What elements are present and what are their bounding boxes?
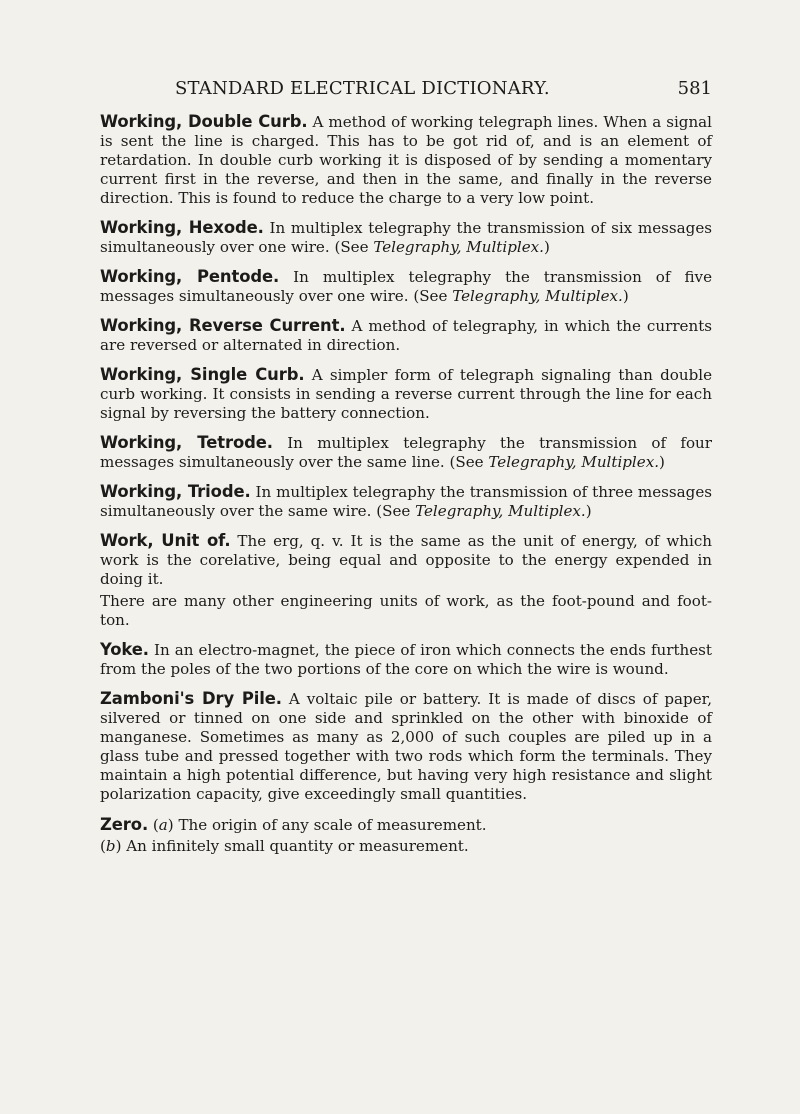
entry-text: The erg, q. v. It is the same as the unit of energy, of which work is the corelative, being equal and opposite to the energy expended in doing it.: [100, 532, 712, 588]
entry-term: Zero.: [100, 815, 149, 834]
entry-text: In multiplex telegraphy the transmission of five messages simultaneously over one wire. (See: [100, 268, 712, 305]
sense-text: The origin of any scale of measurement.: [173, 816, 487, 834]
entry-term: Working, Reverse Current.: [100, 316, 346, 335]
entry-tail: ): [543, 238, 550, 256]
entry-tail: ): [622, 287, 629, 305]
entry-text: A method of working telegraph lines. When a signal is sent the line is charged. This has to be got rid of, and is an element of retardation. In double curb working it is disposed of by sending a momentary current first in the reverse, and then in the same, and finally in the reverse direction. This is found to reduce the charge to a very low point.: [100, 113, 713, 207]
entry-working-pentode: [100, 267, 712, 306]
cross-reference: Telegraphy, Multiplex.: [452, 287, 623, 305]
zero-sense-b: (b) An infinitely small quantity or measurement.: [100, 837, 469, 855]
entry-working-single-curb: [100, 365, 712, 423]
entry-text: A method of telegraphy, in which the currents are reversed or alternated in direction.: [100, 317, 713, 354]
page-number: 581: [677, 78, 712, 99]
entry-term: Working, Triode.: [100, 482, 251, 501]
entry-working-tetrode: [100, 433, 712, 472]
cross-reference: Telegraphy, Multiplex.: [415, 502, 586, 520]
entry-text: There are many other engineering units of work, as the foot-pound and foot-ton.: [100, 592, 712, 629]
entry-text: A simpler form of telegraph signaling than double curb working. It consists in sending a reverse current through the line for each signal by reversing the battery connection.: [100, 366, 712, 422]
entry-continuation: [100, 592, 712, 630]
running-head: STANDARD ELECTRICAL DICTIONARY.: [175, 78, 550, 99]
entry-term: Working, Single Curb.: [100, 365, 305, 384]
entry-term: Working, Hexode.: [100, 218, 264, 237]
entry-working-reverse-current: [100, 316, 712, 355]
entry-term: Work, Unit of.: [100, 531, 231, 550]
sense-label: a: [158, 816, 168, 834]
sense-text: An infinitely small quantity or measurement.: [121, 837, 469, 855]
zero-sense-a: Zero. (a) The origin of any scale of measurement.: [100, 815, 487, 834]
entry-term: Zamboni's Dry Pile.: [100, 689, 282, 708]
cross-reference: Telegraphy, Multiplex.: [488, 453, 659, 471]
sense-label: b: [105, 837, 116, 855]
entry-term: Yoke.: [100, 640, 149, 659]
entry-zambonis-dry-pile: [100, 689, 712, 804]
dictionary-page: [100, 78, 712, 857]
entry-tail: ): [659, 453, 665, 471]
entry-term: Working, Double Curb.: [100, 112, 308, 131]
entry-text: In multiplex telegraphy the transmission of three messages simultaneously over the same wire. (See: [100, 483, 712, 520]
cross-reference: Telegraphy, Multiplex.: [373, 238, 544, 256]
entry-term: Working, Tetrode.: [100, 433, 273, 452]
entry-working-double-curb: [100, 112, 712, 208]
page-header: [100, 78, 712, 106]
entry-text: A voltaic pile or battery. It is made of discs of paper, silvered or tinned on one side and sprinkled on the other with binoxide of manganese. Sometimes as many as 2,000 of such couples are piled up in a glass tube and pressed together with two rods which form the terminals. They maintain a high potential difference, but having very high resistance and slight polarization capacity, give exceedingly small quantities.: [100, 690, 712, 803]
entry-working-triode: [100, 482, 712, 521]
entry-text: In multiplex telegraphy the transmission of six messages simultaneously over one wire. (See: [100, 219, 712, 256]
entry-work-unit-of: [100, 531, 712, 589]
entry-zero: [100, 814, 712, 857]
entry-term: Working, Pentode.: [100, 267, 280, 286]
entry-working-hexode: [100, 218, 712, 257]
entry-text: In an electro-magnet, the piece of iron which connects the ends furthest from the poles of the two portions of the core on which the wire is wound.: [100, 641, 712, 678]
entry-tail: ): [585, 502, 592, 520]
entry-text: In multiplex telegraphy the transmission of four messages simultaneously over the same line. (See: [100, 434, 712, 471]
entry-yoke: [100, 640, 712, 679]
